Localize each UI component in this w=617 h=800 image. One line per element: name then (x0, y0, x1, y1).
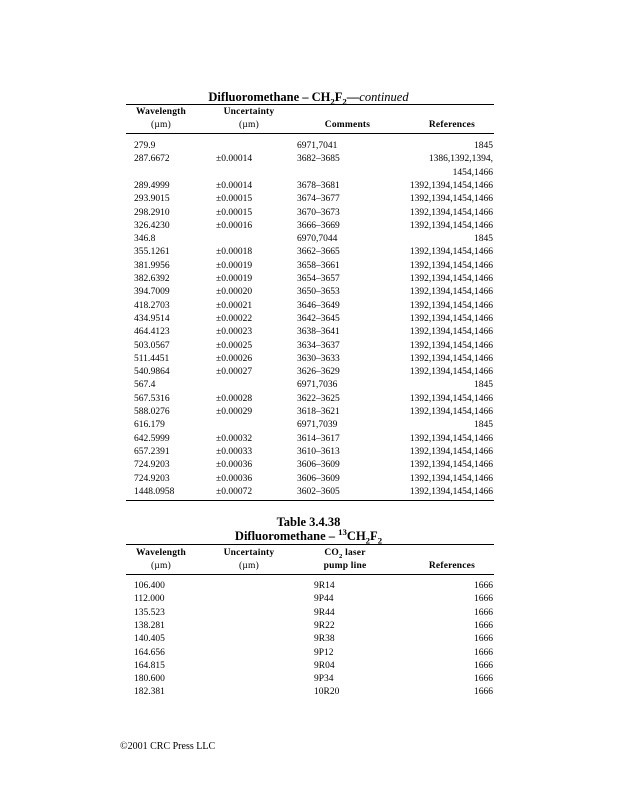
table2-cell-wavelength: 180.600 (134, 674, 165, 685)
table1-cell-references: 1392,1394,1454,1466 (409, 460, 493, 471)
table1-cell-wavelength: 355.1261 (134, 247, 170, 258)
table1-cell-references: 1454,1466 (452, 167, 493, 178)
table1-header-uncertainty-unit: (µm) (239, 120, 259, 130)
table2-header-pump-line: pump line (323, 561, 367, 571)
table1-cell-uncertainty: ±0.00027 (216, 367, 253, 378)
table1-title-dash: — (346, 90, 360, 104)
table1-cell-references: 1392,1394,1454,1466 (409, 433, 493, 444)
table1-cell-references: 1392,1394,1454,1466 (409, 207, 493, 218)
table1-cell-comments: 3642–3645 (297, 313, 340, 324)
table1-cell-uncertainty: ±0.00018 (216, 247, 253, 258)
table2-header-co2-laser (305, 548, 385, 558)
table1-header-wavelength: Wavelength (135, 107, 187, 117)
table1-cell-comments: 3662–3665 (297, 247, 340, 258)
table1-cell-wavelength: 540.9864 (134, 367, 170, 378)
table1-cell-wavelength: 616.179 (134, 420, 165, 431)
table2-cell-pump-line: 9P12 (314, 647, 334, 658)
table1-cell-wavelength: 279.9 (134, 141, 156, 151)
table1-cell-references: 1392,1394,1454,1466 (409, 300, 493, 311)
table1-cell-comments: 3610–3613 (297, 446, 340, 457)
table1-cell-references: 1845 (474, 420, 493, 431)
table1-cell-comments: 3614–3617 (297, 433, 340, 444)
table1-cell-comments: 3630–3633 (297, 353, 340, 364)
table1-cell-uncertainty: ±0.00014 (216, 154, 253, 165)
table2-cell-wavelength: 138.281 (134, 620, 165, 631)
table2-header-rule (126, 574, 494, 575)
table1-cell-wavelength: 382.6392 (134, 274, 170, 284)
table1-cell-references: 1392,1394,1454,1466 (409, 313, 493, 324)
table1-cell-uncertainty: ±0.00021 (216, 300, 253, 311)
table2-title (0, 526, 617, 546)
table1-cell-wavelength: 346.8 (134, 234, 156, 245)
table2-cell-pump-line: 9R44 (314, 607, 335, 618)
table1-cell-comments: 3650–3653 (297, 287, 340, 298)
table2-cell-wavelength: 112.000 (134, 594, 165, 605)
table2-cell-references: 1666 (474, 647, 493, 658)
table2-header-uncertainty: Uncertainty (223, 548, 275, 558)
table2-header-wavelength-unit: (µm) (151, 561, 171, 571)
table1-cell-uncertainty: ±0.00020 (216, 287, 253, 298)
table1-cell-references: 1392,1394,1454,1466 (409, 260, 493, 271)
table1-cell-uncertainty: ±0.00019 (216, 260, 253, 271)
table1-cell-comments: 3626–3629 (297, 367, 340, 378)
table1-cell-uncertainty: ±0.00022 (216, 313, 253, 324)
table1-cell-uncertainty: ±0.00036 (216, 460, 253, 471)
table1-cell-references: 1392,1394,1454,1466 (409, 327, 493, 338)
table2-header-co2-pre: CO (324, 548, 339, 558)
table2-cell-references: 1666 (474, 594, 493, 605)
table1-cell-uncertainty: ±0.00028 (216, 393, 253, 404)
table1-cell-wavelength: 298.2910 (134, 207, 170, 218)
table1-title-sub2: 2 (342, 96, 347, 107)
table1-cell-uncertainty: ±0.00016 (216, 220, 253, 231)
table1-cell-references: 1392,1394,1454,1466 (409, 446, 493, 457)
table2-cell-wavelength: 164.815 (134, 660, 165, 671)
table1-cell-wavelength: 381.9956 (134, 260, 170, 271)
table1-cell-comments: 3638–3641 (297, 327, 340, 338)
table2-cell-wavelength: 182.381 (134, 687, 165, 698)
table1-cell-comments: 3602–3605 (297, 486, 340, 497)
table1-cell-references: 1392,1394,1454,1466 (409, 353, 493, 364)
table1-header-wavelength-unit: (µm) (151, 120, 171, 130)
table1-bottom-rule (126, 500, 494, 501)
table1-cell-comments: 6970,7044 (297, 234, 338, 245)
table1-title-name: Difluoromethane – CH (208, 90, 331, 104)
table1-cell-uncertainty: ±0.00036 (216, 473, 253, 484)
table1-cell-references: 1392,1394,1454,1466 (409, 247, 493, 258)
table1-title-continued: continued (359, 90, 409, 104)
table2-header-co2-sub: 2 (339, 552, 343, 560)
table1-cell-uncertainty: ±0.00033 (216, 446, 253, 457)
table2-cell-references: 1666 (474, 581, 493, 591)
table1-cell-wavelength: 326.4230 (134, 220, 170, 231)
table1-cell-comments: 3606–3609 (297, 473, 340, 484)
table1-cell-uncertainty: ±0.00015 (216, 207, 253, 218)
table1-cell-comments: 3678–3681 (297, 180, 340, 191)
table2-cell-pump-line: 9R14 (314, 581, 335, 591)
table1-header-uncertainty: Uncertainty (223, 107, 275, 117)
table1-cell-uncertainty: ±0.00072 (216, 486, 253, 497)
table2-cell-pump-line: 9R22 (314, 620, 335, 631)
table1-cell-uncertainty: ±0.00025 (216, 340, 253, 351)
table2-title-sup: 13 (338, 526, 347, 537)
table1-cell-references: 1845 (474, 141, 493, 151)
table1-cell-references: 1392,1394,1454,1466 (409, 486, 493, 497)
table1-cell-references: 1392,1394,1454,1466 (409, 367, 493, 378)
table2-label: Table 3.4.38 (276, 515, 341, 529)
table2-cell-references: 1666 (474, 634, 493, 645)
table1-cell-references: 1392,1394,1454,1466 (409, 473, 493, 484)
table1-title (0, 90, 617, 105)
table2-cell-pump-line: 10R20 (314, 687, 340, 698)
table1-cell-references: 1392,1394,1454,1466 (409, 407, 493, 417)
table1-cell-uncertainty: ±0.00015 (216, 194, 253, 205)
table2-cell-pump-line: 9R04 (314, 660, 335, 671)
table2-header-uncertainty-unit: (µm) (239, 561, 259, 571)
table1-cell-references: 1392,1394,1454,1466 (409, 180, 493, 191)
table2-title-sub2: 2 (377, 535, 383, 546)
table1-cell-wavelength: 588.0276 (134, 407, 170, 417)
table1-title-sub1: 2 (330, 96, 335, 107)
table1-cell-wavelength: 724.9203 (134, 460, 170, 471)
table1-cell-comments: 3622–3625 (297, 393, 340, 404)
table1-cell-wavelength: 567.5316 (134, 393, 170, 404)
table1-cell-wavelength: 289.4999 (134, 180, 170, 191)
table1-cell-references: 1392,1394,1454,1466 (409, 274, 493, 284)
table2-cell-wavelength: 106.400 (134, 581, 165, 591)
table1-cell-references: 1845 (474, 380, 493, 391)
table2-title-rest2: F (370, 529, 378, 543)
table2-cell-wavelength: 135.523 (134, 607, 165, 618)
table1-cell-comments: 6971,7036 (297, 380, 338, 391)
table1-header-comments: Comments (324, 120, 371, 130)
table1-cell-wavelength: 418.2703 (134, 300, 170, 311)
table1-title-mid: F (334, 90, 343, 104)
table2-cell-references: 1666 (474, 687, 493, 698)
table1-cell-comments: 3634–3637 (297, 340, 340, 351)
table1-header-references: References (428, 120, 475, 130)
table1-cell-references: 1386,1392,1394, (428, 154, 493, 165)
table1-cell-comments: 3618–3621 (297, 407, 340, 417)
table1-cell-comments: 6971,7039 (297, 420, 338, 431)
table1-cell-comments: 3654–3657 (297, 274, 340, 284)
table1-top-rule (126, 104, 494, 105)
table2-top-rule (126, 544, 494, 545)
table1-cell-uncertainty: ±0.00019 (216, 274, 253, 284)
table2-cell-references: 1666 (474, 620, 493, 631)
table2-header-wavelength: Wavelength (135, 548, 187, 558)
table1-cell-comments: 3658–3661 (297, 260, 340, 271)
table1-cell-wavelength: 567.4 (134, 380, 156, 391)
table1-cell-comments: 3606–3609 (297, 460, 340, 471)
table1-cell-comments: 3670–3673 (297, 207, 340, 218)
table2-cell-references: 1666 (474, 607, 493, 618)
table1-cell-wavelength: 724.9203 (134, 473, 170, 484)
copyright-footer: ©2001 CRC Press LLC (120, 741, 216, 752)
table2-cell-references: 1666 (474, 674, 493, 685)
table1-cell-references: 1392,1394,1454,1466 (409, 220, 493, 231)
table1-cell-comments: 3674–3677 (297, 194, 340, 205)
table1-cell-wavelength: 287.6672 (134, 154, 170, 165)
table1-cell-uncertainty: ±0.00032 (216, 433, 253, 444)
table1-cell-uncertainty: ±0.00026 (216, 353, 253, 364)
table1-cell-references: 1392,1394,1454,1466 (409, 393, 493, 404)
table1-cell-comments: 6971,7041 (297, 141, 338, 151)
table1-cell-uncertainty: ±0.00029 (216, 407, 253, 417)
table2-cell-pump-line: 9P34 (314, 674, 334, 685)
table1-cell-references: 1392,1394,1454,1466 (409, 340, 493, 351)
table2-cell-pump-line: 9P44 (314, 594, 334, 605)
table1-cell-wavelength: 503.0567 (134, 340, 170, 351)
table2-title-name: Difluoromethane – (234, 529, 339, 543)
table2-cell-wavelength: 164.656 (134, 647, 165, 658)
table2-cell-references: 1666 (474, 660, 493, 671)
table1-cell-comments: 3682–3685 (297, 154, 340, 165)
table1-cell-wavelength: 657.2391 (134, 446, 170, 457)
table1-cell-uncertainty: ±0.00014 (216, 180, 253, 191)
table1-header-rule (126, 133, 494, 134)
table1-cell-wavelength: 642.5999 (134, 433, 170, 444)
table1-cell-uncertainty: ±0.00023 (216, 327, 253, 338)
table1-cell-references: 1392,1394,1454,1466 (409, 287, 493, 298)
table1-cell-comments: 3646–3649 (297, 300, 340, 311)
table1-cell-wavelength: 293.9015 (134, 194, 170, 205)
table2-cell-wavelength: 140.405 (134, 634, 165, 645)
table1-cell-comments: 3666–3669 (297, 220, 340, 231)
table2-header-co2-post: laser (342, 548, 366, 558)
table2-title-rest1: CH (346, 529, 366, 543)
table1-cell-wavelength: 464.4123 (134, 327, 170, 338)
table1-cell-wavelength: 1448.0958 (134, 486, 175, 497)
table1-cell-references: 1845 (474, 234, 493, 245)
table1-cell-wavelength: 511.4451 (134, 353, 170, 364)
table2-title-sub1: 2 (365, 535, 371, 546)
table2-header-references: References (428, 561, 475, 571)
table2-cell-pump-line: 9R38 (314, 634, 335, 645)
table1-cell-wavelength: 394.7009 (134, 287, 170, 298)
table1-cell-wavelength: 434.9514 (134, 313, 170, 324)
table1-cell-references: 1392,1394,1454,1466 (409, 194, 493, 205)
